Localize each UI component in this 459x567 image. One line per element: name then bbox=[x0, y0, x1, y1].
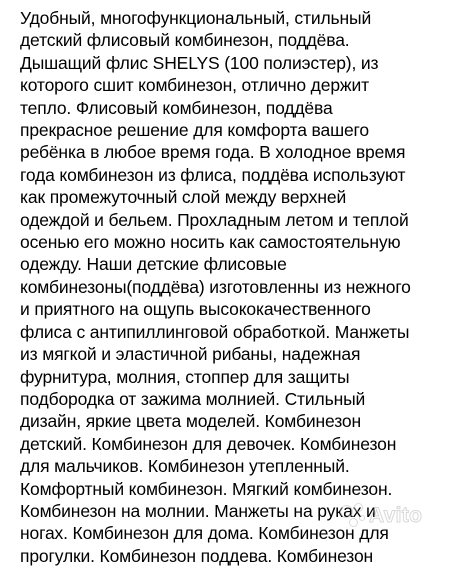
product-description bbox=[20, 7, 452, 567]
description-line: ребёнка в любое время года. В холодное время bbox=[20, 142, 406, 163]
description-line: как промежуточный слой между верхней bbox=[20, 187, 347, 208]
description-line: одежду. Наши детские флисовые bbox=[20, 254, 287, 275]
description-line: детский флисовый комбинезон, поддёва. bbox=[20, 30, 350, 51]
description-line: года комбинезон из флиса, поддёва используют bbox=[20, 164, 406, 185]
description-line: подбородка от зажима молнией. Стильный bbox=[20, 388, 366, 409]
description-line: из мягкой и эластичной рибаны, надежная bbox=[20, 344, 361, 365]
description-line: осенью его можно носить как самостоятельную bbox=[20, 232, 401, 253]
description-line: Комфортный комбинезон. Мягкий комбинезон. bbox=[20, 478, 393, 499]
description-line: и приятного на ощупь высококачественного bbox=[20, 299, 371, 320]
description-line: тепло. Флисовый комбинезон, поддёва bbox=[20, 97, 333, 118]
watermark-text: Avito bbox=[369, 504, 423, 527]
description-line: фурнитура, молния, стоппер для защиты bbox=[20, 366, 350, 387]
description-line: прекрасное решение для комфорта вашего bbox=[20, 120, 369, 141]
description-line: комбинезоны(поддёва) изготовленны из нежного bbox=[20, 276, 411, 297]
description-line: Комбинезон на молнии. Манжеты на руках и bbox=[20, 500, 376, 521]
description-line: флиса с антипиллинговой обработкой. Манжеты bbox=[20, 321, 410, 342]
description-line: одеждой и бельем. Прохладным летом и теплой bbox=[20, 209, 409, 230]
description-line: Удобный, многофункциональный, стильный bbox=[20, 8, 372, 28]
description-line: прогулки. Комбинезон поддева. Комбинезон bbox=[20, 545, 374, 566]
description-line: ногах. Комбинезон для дома. Комбинезон для bbox=[20, 523, 389, 544]
description-line: детский. Комбинезон для девочек. Комбинезон bbox=[20, 433, 397, 454]
description-line: Дышащий флис SHELYS (100 полиэстер), из bbox=[20, 52, 379, 73]
description-line: для мальчиков. Комбинезон утепленный. bbox=[20, 456, 350, 477]
description-line: дизайн, яркие цвета моделей. Комбинезон bbox=[20, 411, 361, 432]
description-line: которого сшит комбинезон, отлично держит bbox=[20, 75, 369, 96]
